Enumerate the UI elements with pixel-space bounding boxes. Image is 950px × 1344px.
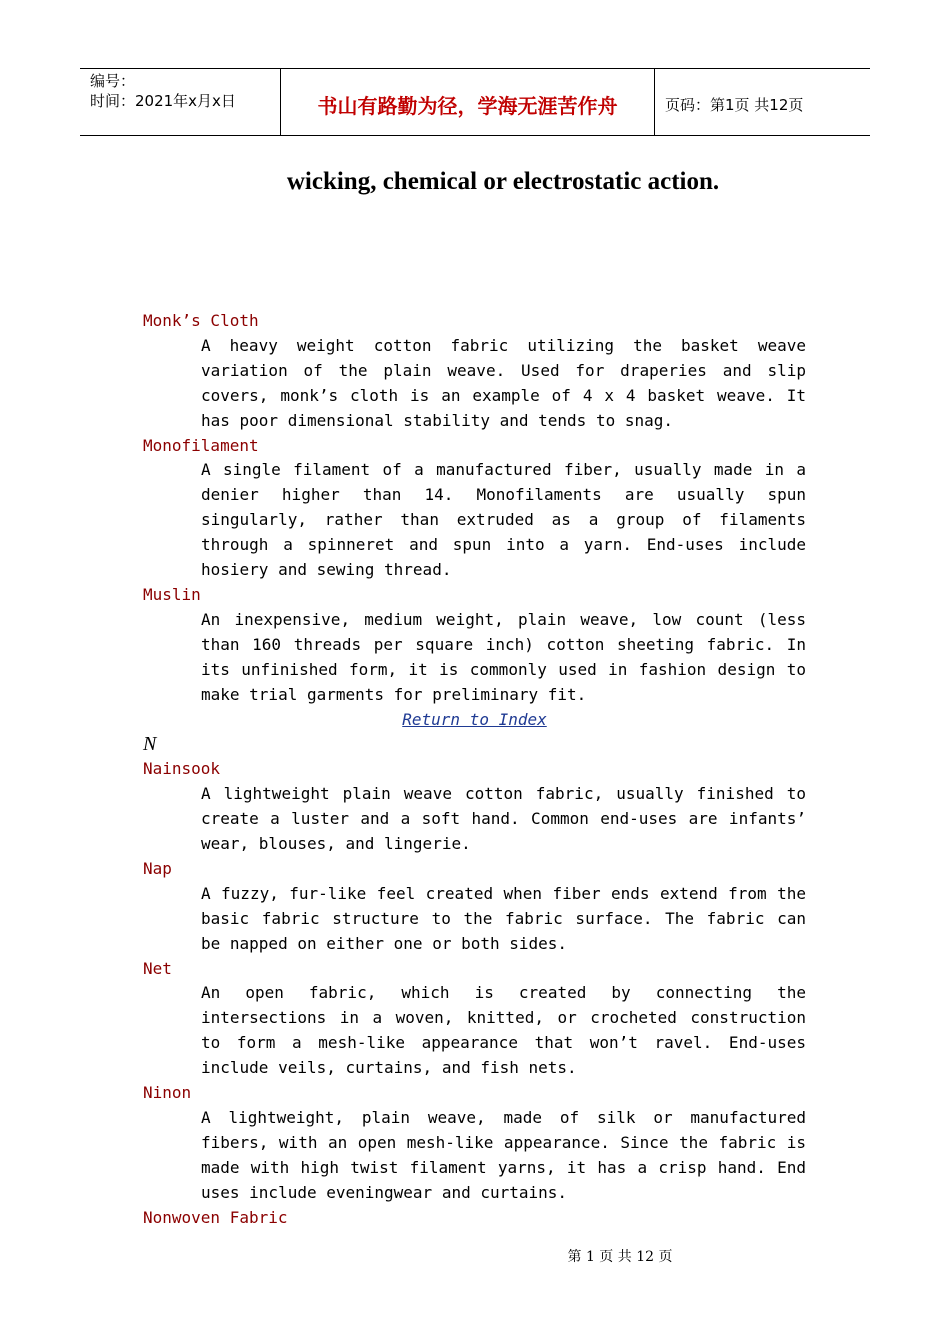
header-left-cell	[80, 69, 281, 135]
glossary-term: Muslin	[143, 584, 201, 604]
glossary-definition: A fuzzy, fur-like feel created when fiber ends extend from the basic fabric structure to the fabric surface. The fabric can be napped on either one or both sides.	[201, 883, 806, 953]
glossary-definition: A lightweight, plain weave, made of silk or manufactured fibers, with an open mesh-like appearance. Since the fabric is made with high twist filament yarns, it has a crisp hand. End uses include eveningwear and curtains.	[201, 1108, 806, 1202]
glossary-definition: A heavy weight cotton fabric utilizing the basket weave variation of the plain weave. Used for draperies and slip covers, monk’s cloth is an example of 4 x 4 basket weave. It has poor dimensional stability and tends to snag.	[201, 335, 806, 430]
header-page-info: 页码：第1页 共12页	[665, 95, 804, 114]
glossary-term: Ninon	[143, 1083, 192, 1103]
glossary-term: Net	[143, 958, 172, 978]
section-letter: N	[143, 733, 157, 756]
glossary-term: Nap	[143, 858, 172, 878]
glossary-definition: An open fabric, which is created by connecting the intersections in a woven, knitted, or crocheted construction to form a mesh-like appearance that won’t ravel. End-uses include veils, curtains, and fish nets.	[201, 983, 806, 1078]
glossary-term: Nainsook	[143, 759, 221, 779]
return-to-index-link[interactable]: Return to Index	[402, 709, 547, 729]
return-link-row	[143, 708, 806, 733]
glossary-term: Monk’s Cloth	[143, 311, 259, 330]
document-number-label: 编号：	[90, 72, 136, 90]
glossary-definition: An inexpensive, medium weight, plain weave, low count (less than 160 threads per square inch) cotton sheeting fabric. In its unfinished form, it is commonly used in fashion design to make trial garments for preliminary fit.	[201, 609, 806, 704]
header-motto: 书山有路勤为径，学海无涯苦作舟	[281, 69, 655, 135]
glossary-definition: A lightweight plain weave cotton fabric, usually finished to create a luster and a soft hand. Common end-uses are infants’ wear, blouses, and lingerie.	[201, 784, 806, 854]
glossary-term: Nonwoven Fabric	[143, 1207, 288, 1227]
document-date: 时间：2021年x月x日	[90, 92, 236, 110]
glossary-definition: A single filament of a manufactured fiber, usually made in a denier higher than 14. Monofilaments are usually spun singularly, rather than extruded as a group of filaments through a spinneret and spun into a yarn. End-uses include hosiery and sewing thread.	[201, 460, 806, 580]
glossary-term: Monofilament	[143, 435, 259, 455]
page-header	[80, 68, 870, 136]
page-footer: 第 1 页 共 12 页	[567, 1249, 673, 1265]
continued-text: wicking, chemical or electrostatic action.	[286, 168, 720, 195]
glossary-content	[143, 309, 806, 1231]
